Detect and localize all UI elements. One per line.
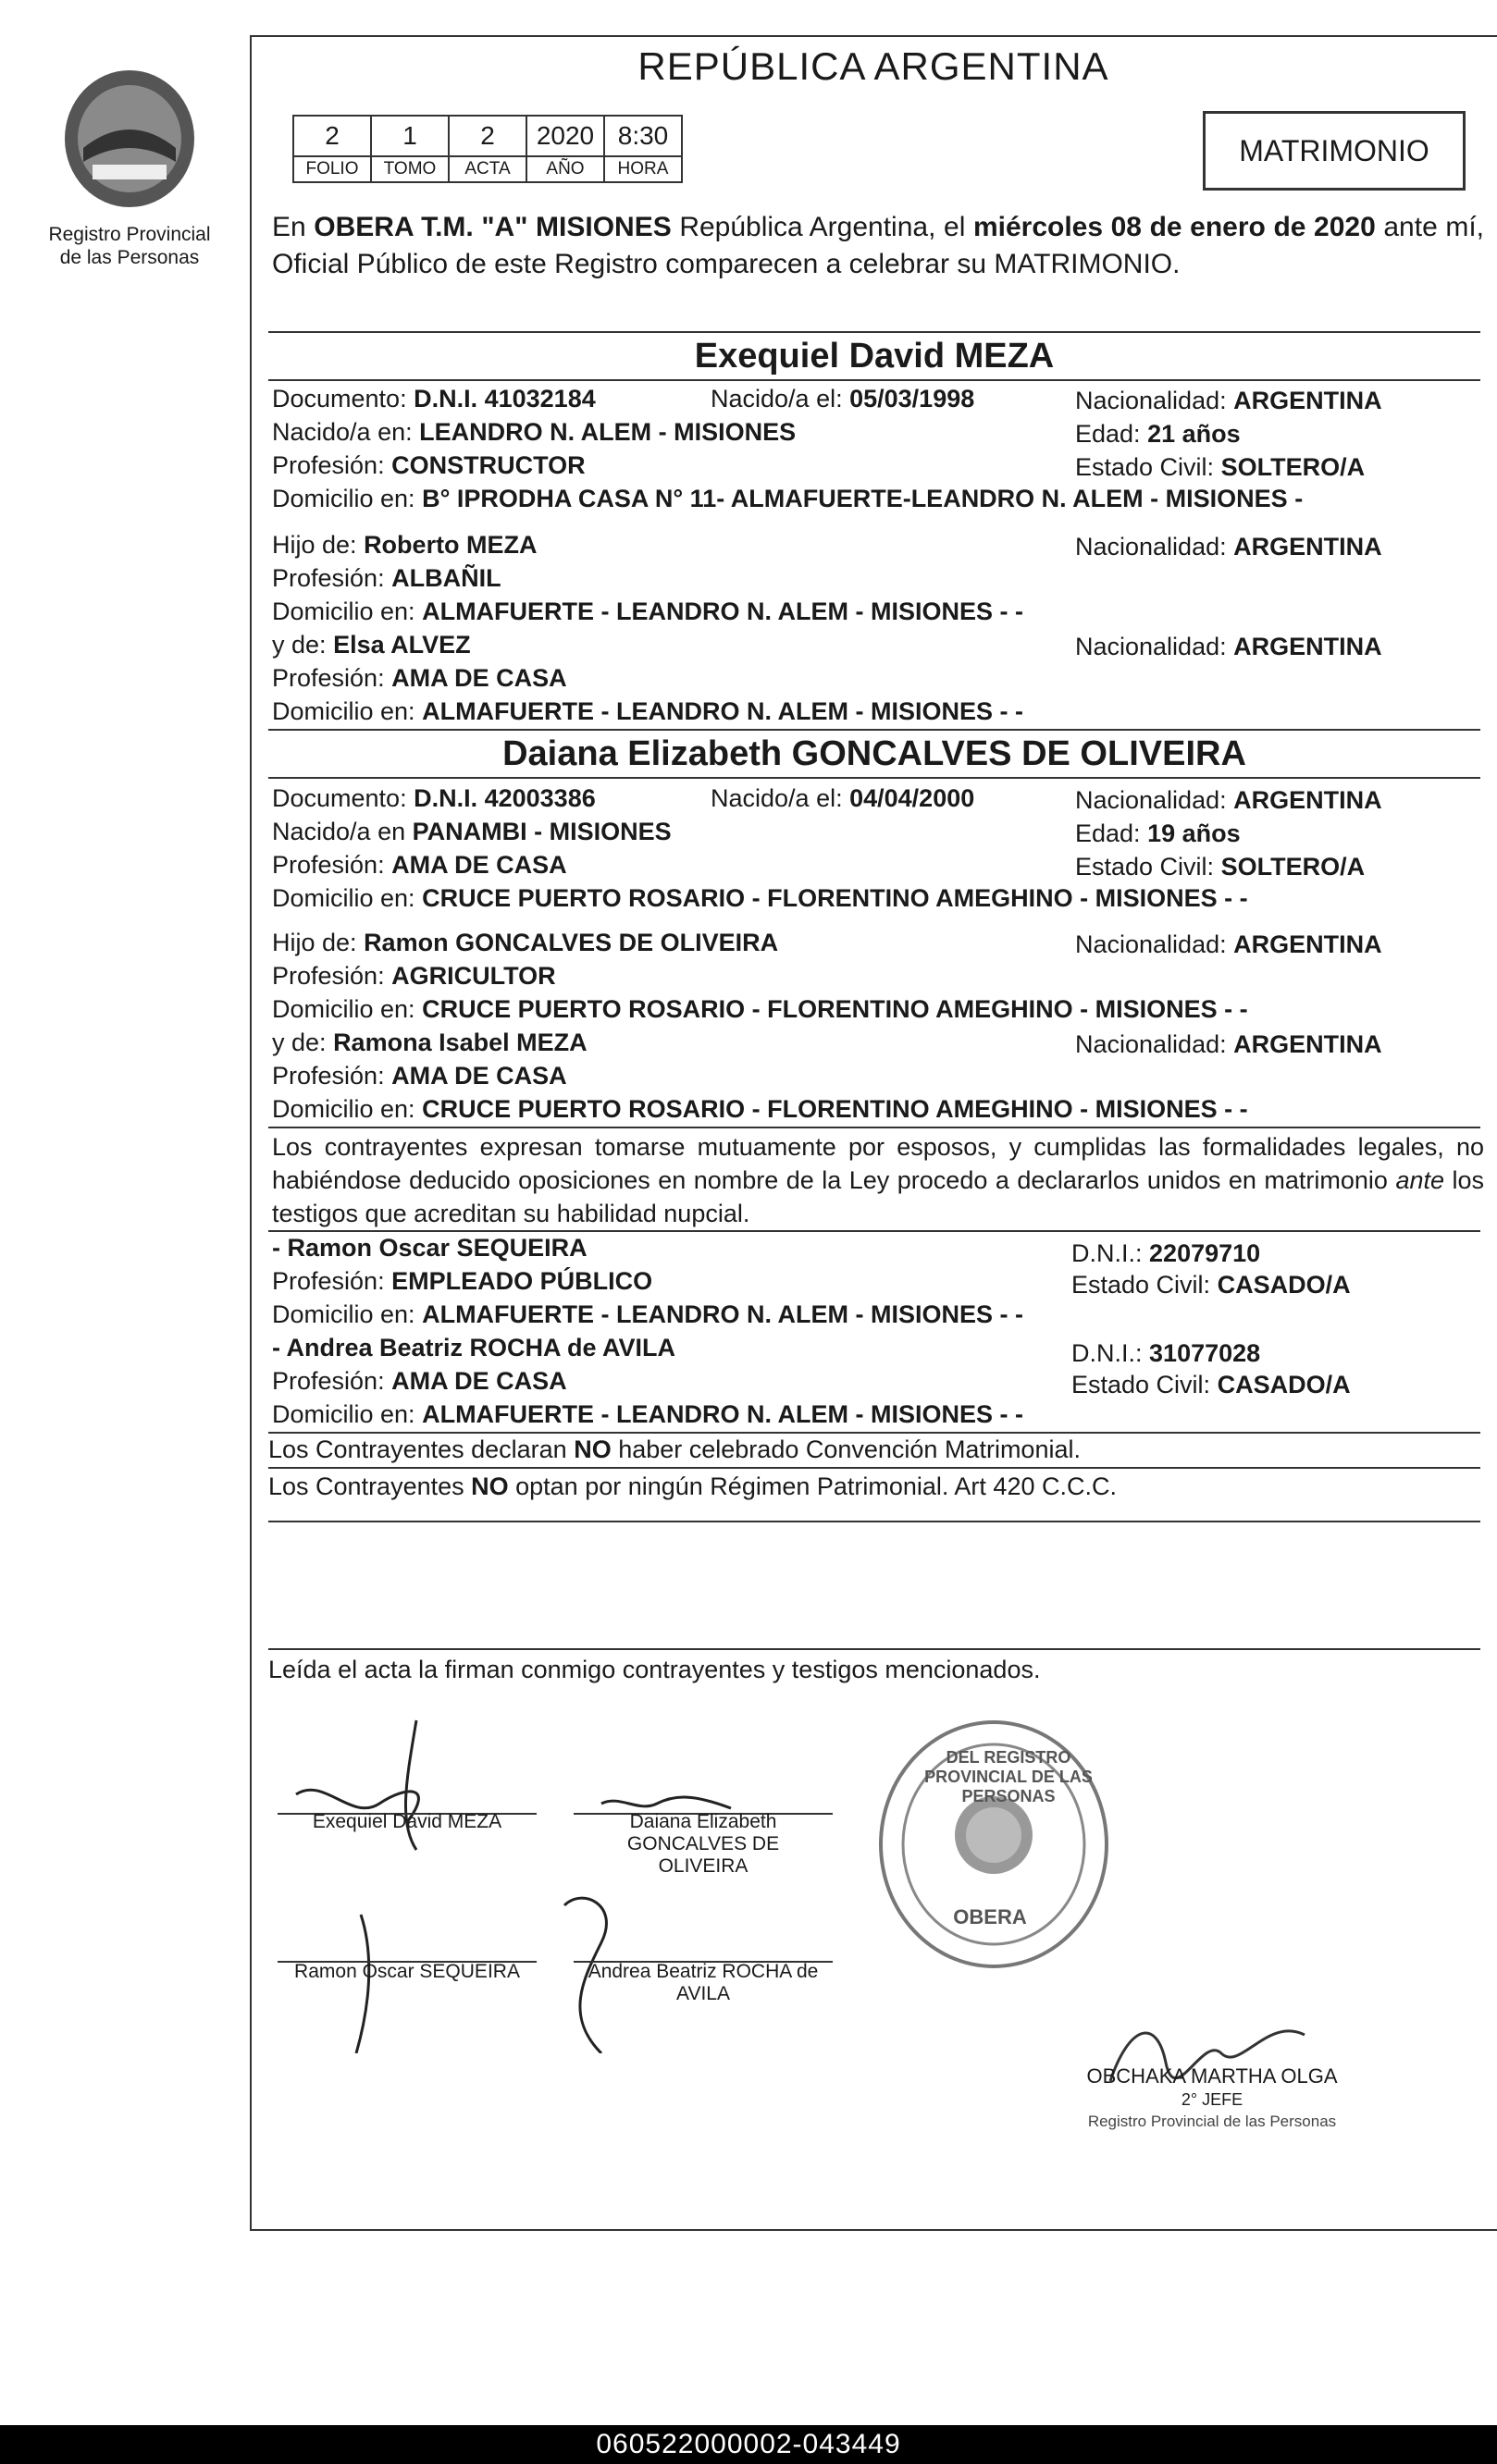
bride-document xyxy=(272,784,596,813)
declaration-italic: ante xyxy=(1395,1166,1444,1194)
value: ALMAFUERTE - LEANDRO N. ALEM - MISIONES - - xyxy=(422,598,1024,625)
bride-nationality xyxy=(1075,786,1382,815)
intro-text-1: En xyxy=(272,212,315,242)
clause-text: optan por ningún Régimen Patrimonial. Art 420 C.C.C. xyxy=(508,1472,1117,1500)
value: PANAMBI - MISIONES xyxy=(412,818,672,845)
label: D.N.I.: xyxy=(1071,1339,1143,1367)
bride-father-address xyxy=(272,995,1248,1024)
witness-2-profession xyxy=(272,1367,567,1396)
tomo-value: 1 xyxy=(371,116,449,156)
groom-profession xyxy=(272,451,586,480)
value: ALBAÑIL xyxy=(391,564,501,592)
divider xyxy=(268,1127,1480,1128)
value: 05/03/1998 xyxy=(849,385,975,413)
value: ARGENTINA xyxy=(1233,387,1382,414)
value: Ramona Isabel MEZA xyxy=(333,1029,588,1056)
label: Domicilio en: xyxy=(272,1300,415,1328)
declaration-text-2: los testigos que acreditan su habilidad nupcial. xyxy=(272,1166,1484,1227)
value: AMA DE CASA xyxy=(391,664,567,692)
groom-document xyxy=(272,385,596,413)
seal-city: OBERA xyxy=(953,1905,1027,1928)
value: 22079710 xyxy=(1149,1239,1261,1267)
bride-birthplace xyxy=(272,818,672,846)
year-label: AÑO xyxy=(526,156,604,182)
label: Domicilio en: xyxy=(272,697,415,725)
clause-text: haber celebrado Convención Matrimonial. xyxy=(611,1435,1081,1463)
value: CRUCE PUERTO ROSARIO - FLORENTINO AMEGHINO - MISIONES - - xyxy=(422,884,1248,912)
label: Estado Civil: xyxy=(1075,453,1215,481)
divider xyxy=(268,1648,1480,1650)
value: ARGENTINA xyxy=(1233,930,1382,958)
bride-name: Daiana Elizabeth GONCALVES DE OLIVEIRA xyxy=(502,734,1246,773)
label: Edad: xyxy=(1075,819,1141,847)
document-title: REPÚBLICA ARGENTINA xyxy=(637,44,1109,88)
label: Estado Civil: xyxy=(1071,1271,1211,1299)
value: AGRICULTOR xyxy=(391,962,556,990)
signature-name-witness-2 xyxy=(574,1961,833,2005)
value: AMA DE CASA xyxy=(391,1367,567,1395)
folio-value: 2 xyxy=(293,116,371,156)
hour-label: HORA xyxy=(604,156,682,182)
divider xyxy=(268,379,1480,381)
groom-name: Exequiel David MEZA xyxy=(694,337,1055,376)
bride-line-1: Daiana Elizabeth xyxy=(629,1811,777,1832)
label: Domicilio en: xyxy=(272,1400,415,1428)
label: Nacionalidad: xyxy=(1075,387,1227,414)
label: Domicilio en: xyxy=(272,485,415,512)
label: y de: xyxy=(272,631,327,659)
label: Edad: xyxy=(1075,420,1141,448)
label: Nacionalidad: xyxy=(1075,1030,1227,1058)
witness-2-line-2: AVILA xyxy=(676,1983,730,2004)
clause-convention xyxy=(268,1435,1081,1464)
bride-mother-address xyxy=(272,1095,1248,1124)
label: Domicilio en: xyxy=(272,995,415,1023)
label: Nacionalidad: xyxy=(1075,633,1227,660)
bride-mother-nationality xyxy=(1075,1030,1382,1059)
divider xyxy=(268,1230,1480,1232)
clause-regime xyxy=(268,1472,1117,1501)
official-organization: Registro Provincial de las Personas xyxy=(1087,2113,1337,2130)
label: Profesión: xyxy=(272,851,385,879)
tomo-label: TOMO xyxy=(371,156,449,182)
value: ARGENTINA xyxy=(1233,786,1382,814)
witness-2-line-1: Andrea Beatriz ROCHA de xyxy=(588,1961,819,1982)
bride-birthdate xyxy=(711,784,974,813)
record-reference-table xyxy=(292,115,683,183)
clause-text: Los Contrayentes declaran xyxy=(268,1435,575,1463)
groom-civil-status xyxy=(1075,453,1365,482)
bride-father-nationality xyxy=(1075,930,1382,959)
value: ARGENTINA xyxy=(1233,633,1382,660)
folio-label: FOLIO xyxy=(293,156,371,182)
label: Domicilio en: xyxy=(272,598,415,625)
label: Domicilio en: xyxy=(272,884,415,912)
bride-line-3: OLIVEIRA xyxy=(658,1855,748,1877)
label: Hijo de: xyxy=(272,531,357,559)
logo-caption xyxy=(37,223,222,269)
groom-age xyxy=(1075,420,1241,449)
seal-text: DEL REGISTRO PROVINCIAL DE LAS PERSONAS xyxy=(924,1748,1093,1805)
label: D.N.I.: xyxy=(1071,1239,1143,1267)
label: Domicilio en: xyxy=(272,1095,415,1123)
label: Estado Civil: xyxy=(1075,853,1215,881)
groom-father-address xyxy=(272,598,1023,626)
clause-negation: NO xyxy=(574,1435,612,1463)
official-role: 2° JEFE xyxy=(1181,2090,1243,2109)
value: ALMAFUERTE - LEANDRO N. ALEM - MISIONES - - xyxy=(422,1400,1024,1428)
bride-address xyxy=(272,884,1248,913)
label: Nacido/a el: xyxy=(711,784,843,812)
value: - Andrea Beatriz ROCHA de AVILA xyxy=(272,1334,676,1361)
groom-father-nationality xyxy=(1075,533,1382,561)
value: ARGENTINA xyxy=(1233,1030,1382,1058)
divider xyxy=(268,1432,1480,1434)
witness-2-dni xyxy=(1071,1339,1260,1368)
logo-caption-line-1: Registro Provincial xyxy=(48,224,211,245)
bride-civil-status xyxy=(1075,853,1365,881)
intro-date: miércoles 08 de enero de 2020 xyxy=(972,212,1376,242)
declaration-text-1: Los contrayentes expresan tomarse mutuamente por esposos, y cumplidas las formalidades legales, no habiéndose deducido oposiciones en nombre de la Ley procedo a declararlos unidos en matrimonio xyxy=(272,1133,1484,1194)
value: CONSTRUCTOR xyxy=(391,451,586,479)
clause-text: Los Contrayentes xyxy=(268,1472,472,1500)
value: D.N.I. 41032184 xyxy=(414,385,596,413)
value: AMA DE CASA xyxy=(391,851,567,879)
value: 21 años xyxy=(1147,420,1241,448)
value: Roberto MEZA xyxy=(364,531,538,559)
label: Profesión: xyxy=(272,1267,385,1295)
closing-statement: Leída el acta la firman conmigo contrayentes y testigos mencionados. xyxy=(268,1656,1041,1683)
bride-age xyxy=(1075,819,1241,848)
witness-2-name xyxy=(272,1334,675,1362)
value: CRUCE PUERTO ROSARIO - FLORENTINO AMEGHINO - MISIONES - - xyxy=(422,995,1248,1023)
label: Nacido/a en xyxy=(272,818,406,845)
value: B° IPRODHA CASA N° 11- ALMAFUERTE-LEANDRO N. ALEM - MISIONES - xyxy=(422,485,1304,512)
label: Hijo de: xyxy=(272,929,357,956)
logo-caption-line-2: de las Personas xyxy=(59,247,200,268)
groom-father-profession xyxy=(272,564,501,593)
year-value: 2020 xyxy=(526,116,604,156)
value: ALMAFUERTE - LEANDRO N. ALEM - MISIONES - - xyxy=(422,697,1024,725)
document-type-box: MATRIMONIO xyxy=(1203,111,1466,191)
document-barcode-number: 060522000002-043449 xyxy=(0,2425,1497,2464)
bride-line-2: GONCALVES DE xyxy=(626,1833,780,1854)
registry-logo xyxy=(37,65,222,269)
groom-birthdate xyxy=(711,385,974,413)
groom-mother-address xyxy=(272,697,1023,726)
clause-negation: NO xyxy=(471,1472,509,1500)
label: Profesión: xyxy=(272,451,385,479)
value: ARGENTINA xyxy=(1233,533,1382,561)
groom-mother-nationality xyxy=(1075,633,1382,661)
bride-mother-profession xyxy=(272,1062,567,1090)
hour-value: 8:30 xyxy=(604,116,682,156)
label: Estado Civil: xyxy=(1071,1371,1211,1398)
groom-mother-profession xyxy=(272,664,567,693)
groom-address xyxy=(272,485,1303,513)
value: CASADO/A xyxy=(1217,1371,1351,1398)
intro-text-2: República Argentina, el xyxy=(671,212,973,242)
acta-label: ACTA xyxy=(449,156,526,182)
bride-father-profession xyxy=(272,962,556,991)
witness-1-name xyxy=(272,1234,588,1263)
label: Profesión: xyxy=(272,664,385,692)
groom-nationality xyxy=(1075,387,1382,415)
label: Profesión: xyxy=(272,1062,385,1090)
province-emblem-icon xyxy=(56,65,204,213)
label: Documento: xyxy=(272,385,407,413)
value: D.N.I. 42003386 xyxy=(414,784,596,812)
acta-value: 2 xyxy=(449,116,526,156)
label: Documento: xyxy=(272,784,407,812)
divider xyxy=(268,729,1480,731)
value: 19 años xyxy=(1147,819,1241,847)
divider xyxy=(268,331,1480,333)
groom-father xyxy=(272,531,538,560)
value: ALMAFUERTE - LEANDRO N. ALEM - MISIONES - - xyxy=(422,1300,1024,1328)
label: y de: xyxy=(272,1029,327,1056)
value: SOLTERO/A xyxy=(1220,853,1366,881)
value: CASADO/A xyxy=(1217,1271,1351,1299)
divider xyxy=(268,1521,1480,1522)
value: LEANDRO N. ALEM - MISIONES xyxy=(419,418,797,446)
value: AMA DE CASA xyxy=(391,1062,567,1090)
bride-mother xyxy=(272,1029,588,1057)
label: Profesión: xyxy=(272,962,385,990)
value: CRUCE PUERTO ROSARIO - FLORENTINO AMEGHINO - MISIONES - - xyxy=(422,1095,1248,1123)
value: - Ramon Oscar SEQUEIRA xyxy=(272,1234,588,1262)
label: Profesión: xyxy=(272,564,385,592)
label: Nacionalidad: xyxy=(1075,533,1227,561)
witness-1-profession xyxy=(272,1267,652,1296)
witness-2-civil-status xyxy=(1071,1371,1351,1399)
divider xyxy=(268,1467,1480,1469)
label: Nacido/a en: xyxy=(272,418,413,446)
label: Nacido/a el: xyxy=(711,385,843,413)
witness-1-civil-status xyxy=(1071,1271,1351,1300)
declaration-paragraph xyxy=(272,1130,1484,1230)
value: SOLTERO/A xyxy=(1220,453,1366,481)
intro-place: OBERA T.M. "A" MISIONES xyxy=(314,212,672,242)
value: EMPLEADO PÚBLICO xyxy=(391,1267,653,1295)
bride-profession xyxy=(272,851,567,880)
intro-text-3: ante mí, Oficial Público de este Registro comparecen a celebrar su MATRIMONIO. xyxy=(272,212,1484,279)
groom-mother xyxy=(272,631,471,659)
divider xyxy=(268,777,1480,779)
value: 31077028 xyxy=(1149,1339,1261,1367)
signature-name-witness-1: Ramon Oscar SEQUEIRA xyxy=(294,1961,520,1982)
witness-1-address xyxy=(272,1300,1023,1329)
intro-paragraph xyxy=(272,209,1484,283)
bride-father xyxy=(272,929,778,957)
witness-1-dni xyxy=(1071,1239,1260,1268)
value: 04/04/2000 xyxy=(849,784,975,812)
value: Elsa ALVEZ xyxy=(333,631,471,659)
official-name: OBCHAKA MARTHA OLGA xyxy=(1086,2064,1338,2088)
label: Nacionalidad: xyxy=(1075,786,1227,814)
signature-name-groom: Exequiel David MEZA xyxy=(312,1811,502,1832)
signature-name-bride xyxy=(574,1811,833,1878)
label: Nacionalidad: xyxy=(1075,930,1227,958)
value: Ramon GONCALVES DE OLIVEIRA xyxy=(364,929,779,956)
groom-birthplace xyxy=(272,418,796,447)
label: Profesión: xyxy=(272,1367,385,1395)
witness-2-address xyxy=(272,1400,1023,1429)
